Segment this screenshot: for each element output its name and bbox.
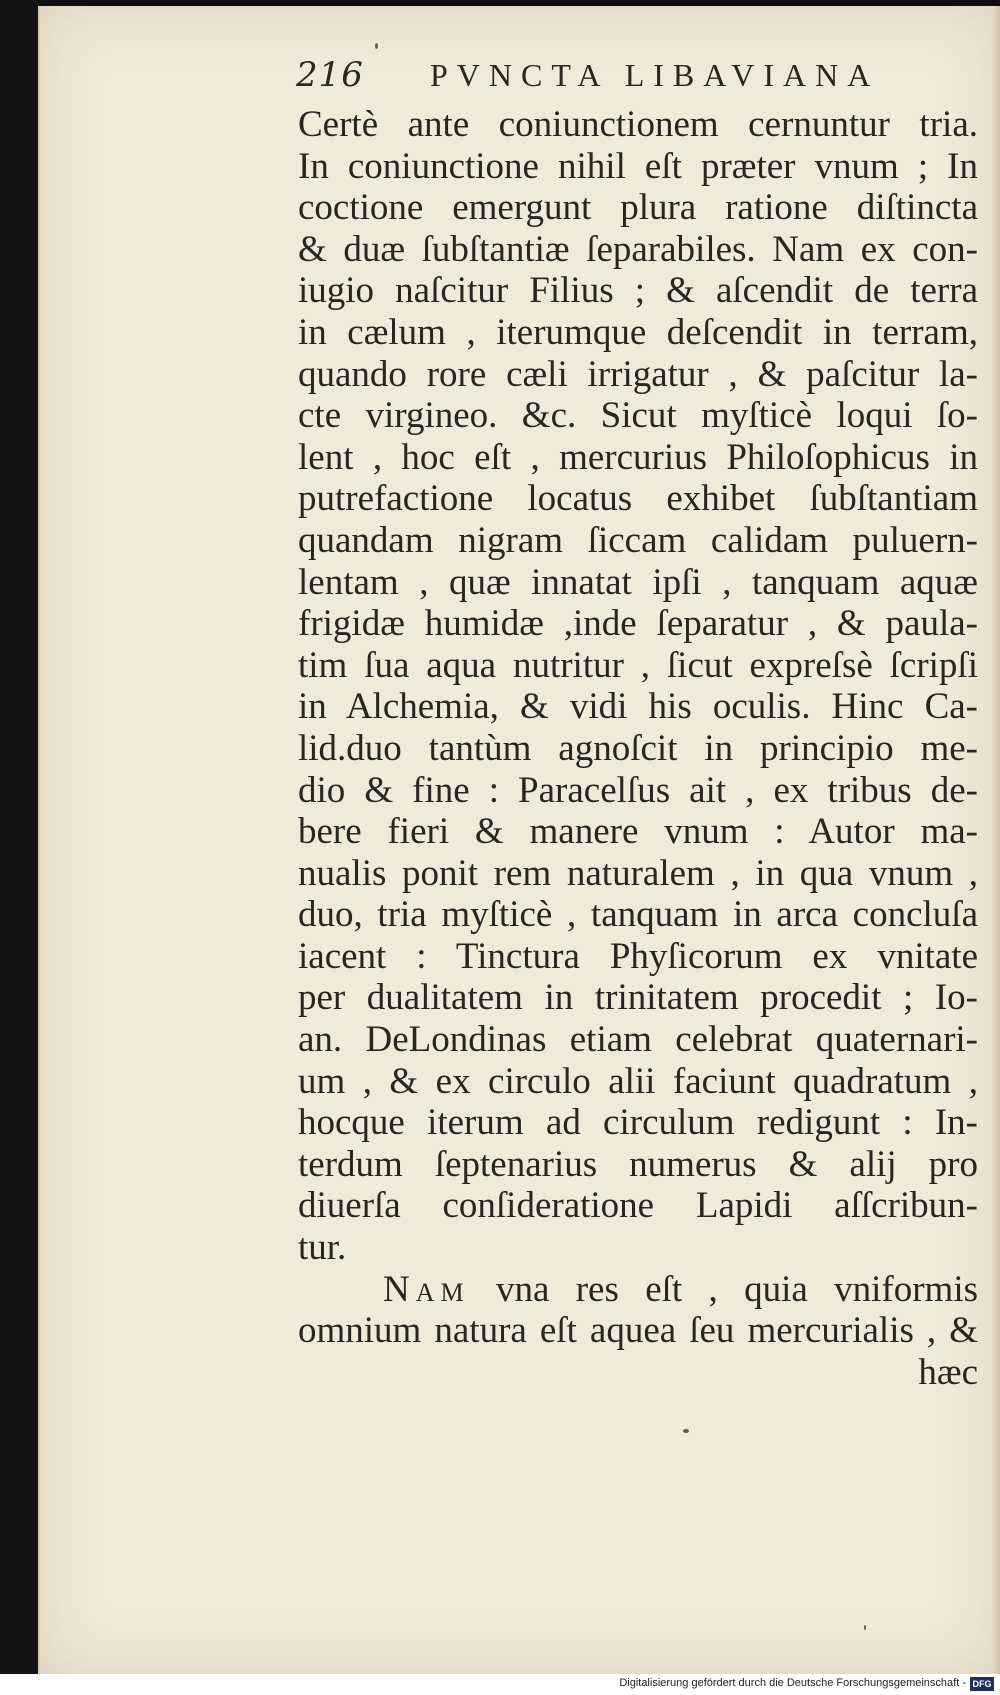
text-line: iugio naſcitur Filius ; & aſcendit de terra bbox=[298, 270, 978, 312]
text-line: cte virgineo. &c. Sicut myſticè loqui ſo- bbox=[298, 395, 978, 437]
text-line: duo, tria myſticè , tanquam in arca concluſa bbox=[298, 894, 978, 936]
text-line: lentam , quæ innatat ipſi , tanquam aquæ bbox=[298, 561, 978, 603]
text-line: bere fieri & manere vnum : Autor ma- bbox=[298, 811, 978, 853]
paragraph-two-first-line bbox=[298, 1269, 978, 1311]
text-line: diuerſa conſideratione Lapidi aſſcribun- bbox=[298, 1185, 978, 1227]
text-line: iacent : Tinctura Phyſicorum ex vnitate bbox=[298, 935, 978, 977]
text-line: quandam nigram ſiccam calidam puluern- bbox=[298, 519, 978, 561]
ink-speck bbox=[683, 1429, 689, 1433]
scan-left-margin bbox=[0, 0, 38, 1695]
funding-credit: Digitalisierung gefördert durch die Deutsche Forschungsgemeinschaft - bbox=[619, 1677, 966, 1689]
text-line: per dualitatem in trinitatem procedit ; Io- bbox=[298, 977, 978, 1019]
paragraph-end-line: tur. bbox=[298, 1227, 347, 1269]
text-line: dio & fine : Paracelſus ait , ex tribus de- bbox=[298, 769, 978, 811]
catchword: hæc bbox=[918, 1351, 978, 1393]
text-line: lent , hoc eſt , mercurius Philoſophicus in bbox=[298, 436, 978, 478]
text-line: putrefactione locatus exhibet ſubſtantiam bbox=[298, 478, 978, 520]
text-line: an. DeLondinas etiam celebrat quaternari- bbox=[298, 1019, 978, 1061]
page-number: 216 bbox=[296, 55, 364, 95]
text-line: lid.duo tantùm agnoſcit in principio me- bbox=[298, 727, 978, 769]
text-line: quando rore cæli irrigatur , & paſcitur la- bbox=[298, 353, 978, 395]
main-text bbox=[298, 104, 978, 1393]
page-header bbox=[296, 55, 906, 101]
digitization-footer bbox=[0, 1674, 1000, 1695]
text-line: In coniunctione nihil eſt præter vnum ; In bbox=[298, 145, 978, 187]
text-line: & duæ ſubſtantiæ ſeparabiles. Nam ex con- bbox=[298, 228, 978, 270]
text-line: nualis ponit rem naturalem , in qua vnum , bbox=[298, 852, 978, 894]
text-line: terdum ſeptenarius numerus & alij pro bbox=[298, 1143, 978, 1185]
text-line: in Alchemia, & vidi his oculis. Hinc Ca- bbox=[298, 686, 978, 728]
paragraph-initial-word: Nam bbox=[383, 1268, 470, 1310]
text-line: tim ſua aqua nutritur , ſicut expreſsè ſcripſi bbox=[298, 644, 978, 686]
text-line: hocque iterum ad circulum redigunt : In- bbox=[298, 1102, 978, 1144]
page-edge bbox=[992, 6, 1000, 1674]
text-line: Certè ante coniunctionem cernuntur tria. bbox=[298, 104, 978, 145]
ink-speck bbox=[375, 43, 378, 49]
running-title: PVNCTA LIBAVIANA bbox=[430, 57, 880, 93]
dfg-logo: DFG bbox=[970, 1677, 994, 1691]
text-line: coctione emergunt plura ratione diſtincta bbox=[298, 187, 978, 229]
text-line: um , & ex circulo alii faciunt quadratum , bbox=[298, 1060, 978, 1102]
ink-speck bbox=[864, 1625, 866, 1630]
text-line: omnium natura eſt aquea ſeu mercurialis , & bbox=[298, 1310, 978, 1352]
text-line: in cælum , iterumque deſcendit in terram, bbox=[298, 311, 978, 353]
paragraph-two-first-line-text: vna res eſt , quia vniformis bbox=[495, 1268, 979, 1310]
text-line: frigidæ humidæ ,inde ſeparatur , & paula- bbox=[298, 603, 978, 645]
